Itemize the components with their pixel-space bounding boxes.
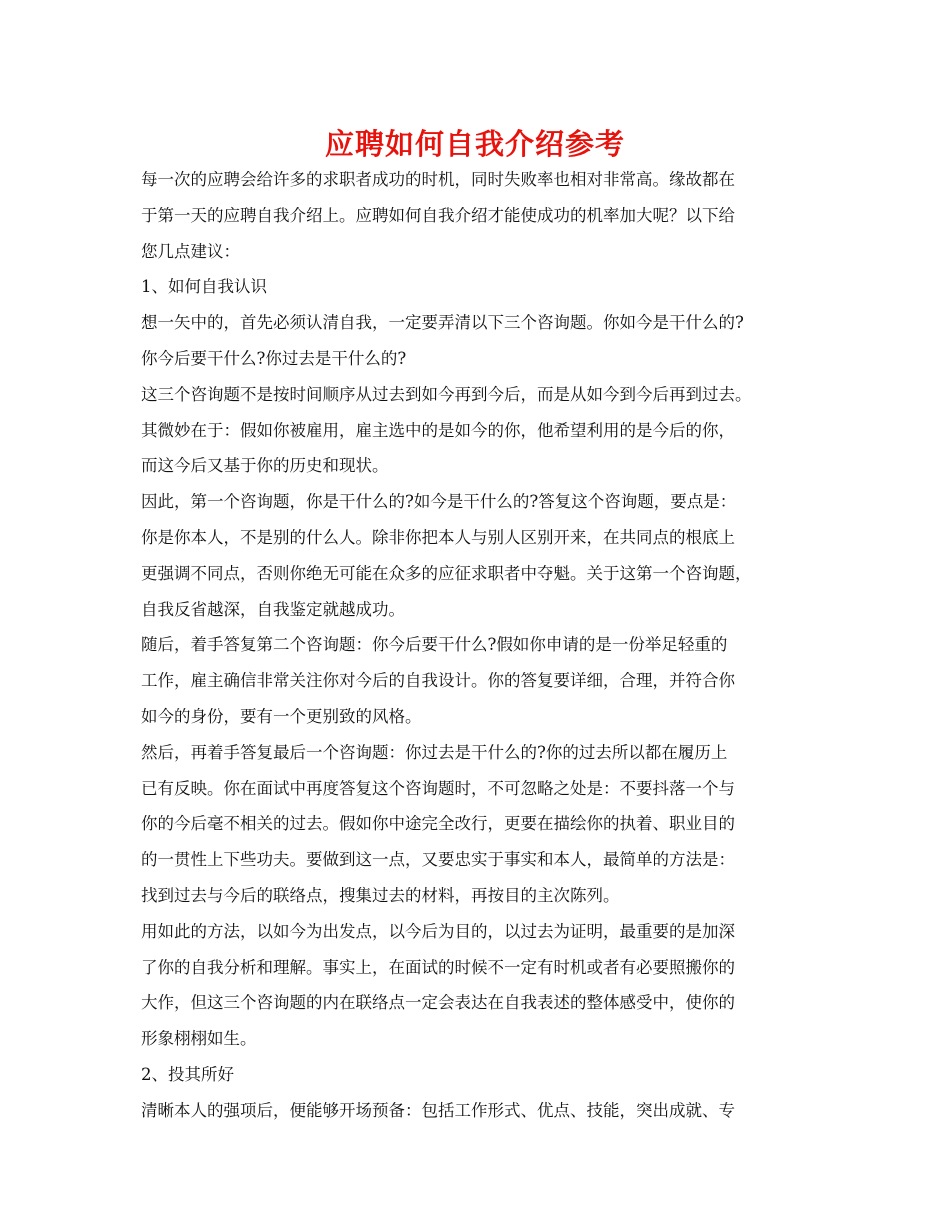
text-line: 已有反映。你在面试中再度答复这个咨询题时，不可忽略之处是：不要抖落一个与 (141, 778, 735, 798)
text-line: 找到过去与今后的联络点，搜集过去的材料，再按目的主次陈列。 (141, 885, 620, 905)
text-line: 然后，再着手答复最后一个咨询题：你过去是干什么的?你的过去所以都在履历上 (141, 742, 728, 762)
text-line: 你今后要干什么?你过去是干什么的? (141, 348, 407, 368)
text-line: 工作，雇主确信非常关注你对今后的自我设计。你的答复要详细，合理，并符合你 (141, 671, 735, 691)
section-heading: 1、如何自我认识 (141, 277, 267, 297)
text-line: 用如此的方法，以如今为出发点，以今后为目的，以过去为证明，最重要的是加深 (141, 921, 735, 941)
text-line: 的一贯性上下些功夫。要做到这一点，又要忠实于事实和本人，最简单的方法是： (141, 850, 735, 870)
text-line: 您几点建议： (141, 241, 240, 261)
text-line: 其微妙在于：假如你被雇用，雇主选中的是如今的你，他希望利用的是今后的你， (141, 420, 735, 440)
text-line: 随后，着手答复第二个咨询题：你今后要干什么?假如你申请的是一份举足轻重的 (141, 635, 728, 655)
text-line: 于第一天的应聘自我介绍上。应聘如何自我介绍才能使成功的机率加大呢？以下给 (141, 205, 735, 225)
text-line: 每一次的应聘会给许多的求职者成功的时机，同时失败率也相对非常高。缘故都在 (141, 170, 735, 189)
section-heading: 2、投其所好 (141, 1064, 234, 1084)
text-line: 你的今后毫不相关的过去。假如你中途完全改行，更要在描绘你的执着、职业目的 (141, 814, 735, 834)
document-body (141, 162, 831, 1129)
text-line: 你是你本人，不是别的什么人。除非你把本人与别人区别开来，在共同点的根底上 (141, 527, 735, 547)
text-line: 这三个咨询题不是按时间顺序从过去到如今再到今后，而是从如今到今后再到过去。 (141, 384, 752, 404)
text-line: 如今的身份，要有一个更别致的风格。 (141, 706, 422, 726)
document-title: 应聘如何自我介绍参考 (324, 127, 625, 161)
text-line: 大作，但这三个咨询题的内在联络点一定会表达在自我表述的整体感受中，使你的 (141, 993, 735, 1013)
text-line: 清晰本人的强项后，便能够开场预备：包括工作形式、优点、技能，突出成就、专 (141, 1100, 735, 1120)
text-line: 而这今后又基于你的历史和现状。 (141, 456, 389, 476)
text-line: 了你的自我分析和理解。事实上，在面试的时候不一定有时机或者有必要照搬你的 (141, 957, 735, 977)
text-line: 自我反省越深，自我鉴定就越成功。 (141, 599, 405, 619)
text-line: 因此，第一个咨询题，你是干什么的?如今是干什么的?答复这个咨询题，要点是： (141, 492, 737, 512)
text-line: 形象栩栩如生。 (141, 1029, 257, 1049)
text-line: 更强调不同点，否则你绝无可能在众多的应征求职者中夺魁。关于这第一个咨询题， (141, 563, 752, 583)
text-line: 想一矢中的，首先必须认清自我，一定要弄清以下三个咨询题。你如今是干什么的? (141, 313, 744, 333)
